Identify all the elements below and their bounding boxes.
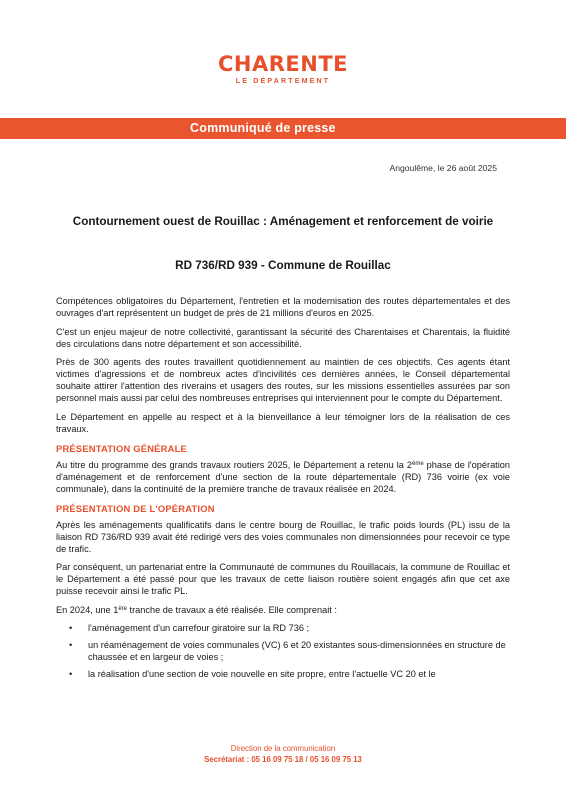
text-run: tranche de travaux a été réalisée. Elle comprenait :: [127, 604, 337, 615]
section-heading-operation: PRÉSENTATION DE L'OPÉRATION: [56, 502, 215, 514]
bullet-icon: •: [69, 623, 73, 633]
bullet-icon: •: [69, 640, 73, 650]
list-item: [56, 668, 510, 680]
intro-paragraph-3: Près de 300 agents des routes travaillent quotidiennement au maintien de ces objectifs. Ces agents étant victimes d'agressions et de nombreux actes d'incivilités ces dernières années, le Conseil départemental souhaite attirer l'attention des riverains et usagers des routes, sur les missions essentielles assurées par son personnel mais aussi par celui des nombreuses entreprises qui interviennent pour le compte du Département.: [56, 357, 510, 403]
footer: [0, 743, 566, 765]
works-list: [56, 622, 510, 680]
footer-contact: Secrétariat : 05 16 09 75 18 / 05 16 09 75 13: [204, 755, 362, 764]
intro-paragraph-1: Compétences obligatoires du Département, l'entretien et la modernisation des routes départementales et des ouvrages d'art représentent un budget de près de 21 millions d'euros en 2025.: [56, 296, 510, 318]
logo-wordmark: CHARENTE: [218, 52, 348, 76]
press-release-banner: [0, 118, 566, 139]
text-run: Au titre du programme des grands travaux routiers 2025, le Département a retenu la 2: [56, 459, 412, 470]
list-item: [56, 622, 510, 634]
document-body: [56, 295, 510, 685]
section-general-paragraph: [56, 459, 510, 495]
bullet-icon: •: [69, 669, 73, 679]
list-item-text: l'aménagement d'un carrefour giratoire sur la RD 736 ;: [88, 623, 310, 633]
intro-paragraph-2: C'est un enjeu majeur de notre collectivité, garantissant la sécurité des Charentaises et Charentais, la fluidité des circulations dans notre département et son accessibilité.: [56, 326, 510, 349]
footer-department: Direction de la communication: [230, 744, 336, 753]
document-date: Angoulême, le 26 août 2025: [389, 163, 497, 173]
logo-tagline: LE DÉPARTEMENT: [235, 78, 331, 85]
superscript: ème: [411, 460, 424, 467]
superscript: ère: [118, 605, 127, 612]
operation-paragraph-2: Par conséquent, un partenariat entre la Communauté de communes du Rouillacais, la commune de Rouillac et le Département a été passé pour que les travaux de cette liaison routière soient engagés afin que cet axe puisse recevoir ainsi le trafic PL.: [56, 562, 510, 596]
list-item-text: un réaménagement de voies communales (VC) 6 et 20 existantes sous-dimensionnées en structure de chaussée et en largeur de voies ;: [88, 640, 506, 662]
charente-logo: [0, 52, 566, 86]
document-title: Contournement ouest de Rouillac : Aménagement et renforcement de voirie: [72, 215, 494, 228]
section-heading-general: PRÉSENTATION GÉNÉRALE: [56, 442, 187, 454]
intro-paragraph-4: Le Département en appelle au respect et à la bienveillance à leur témoigner lors de la réalisation de ces travaux.: [56, 411, 510, 434]
list-item-text: la réalisation d'une section de voie nouvelle en site propre, entre l'actuelle VC 20 et le: [88, 669, 436, 679]
operation-paragraph-1: Après les aménagements qualificatifs dans le centre bourg de Rouillac, le trafic poids lourds (PL) issu de la liaison RD 736/RD 939 avait été redirigé vers des voies communales non dimensionnées pour recevoir ce type de trafic.: [56, 519, 510, 554]
text-run: En 2024, une 1: [56, 604, 119, 615]
operation-paragraph-3: [56, 604, 510, 616]
document-subtitle: RD 736/RD 939 - Commune de Rouillac: [175, 259, 391, 272]
text-run: phase de l'opération d'aménagement et de renforcement d'une section de la route départementale (RD) 736 voirie (ex voie communale), dans la continuité de la première tranche de travaux réalisée en 2024.: [56, 459, 510, 494]
list-item: [56, 639, 510, 663]
banner-title: Communiqué de presse: [190, 121, 336, 135]
